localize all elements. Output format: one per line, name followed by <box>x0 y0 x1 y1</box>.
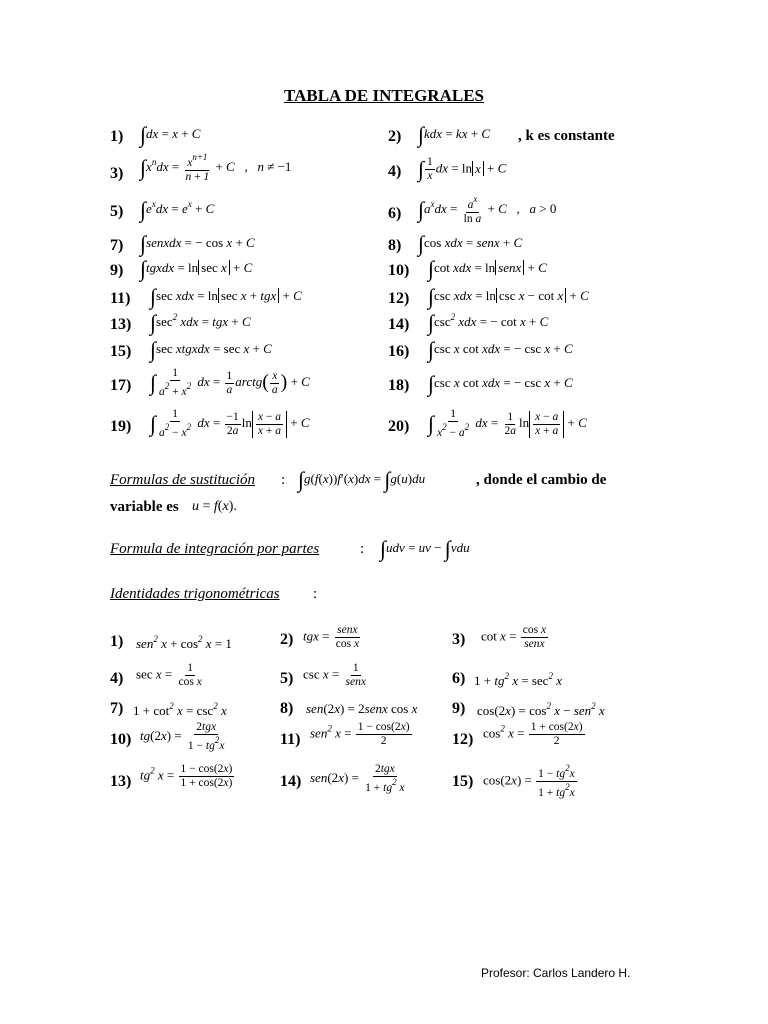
integral-16-formula: ∫csc x cot xdx = − csc x + C <box>428 337 573 362</box>
trig-11-number: 11) <box>280 731 301 748</box>
substitution-variable: u = f(x). <box>192 499 237 514</box>
substitution-colon: : <box>281 472 286 488</box>
trig-4-formula: sec x = $\frac{1}{\text{cos x}}$ <box>136 662 202 689</box>
trig-2-formula: tgx = $\frac{\text{senx}}{\text{cos x}}$ <box>303 624 360 651</box>
trig-13-formula: $tg^2$ x = $\frac{1 - \cos(2x)}{1 + \cos(2x)}$ <box>140 763 233 790</box>
parts-formula: ∫udv = uv − ∫vdu <box>380 536 470 561</box>
integral-16-number: 16) <box>388 343 410 360</box>
integral-2-formula: ∫kdx = kx + C <box>418 122 490 147</box>
integral-2-note: , k es constante <box>518 128 615 144</box>
substitution-text-2: variable es <box>110 499 179 515</box>
substitution-formula: ∫g(f(x))f′(x)dx = ∫g(u)du <box>298 467 426 492</box>
integral-17-number: 17) <box>110 377 132 394</box>
integral-4-formula: ∫ $\frac{1}{x}$ dx = ln x + C <box>418 156 507 183</box>
page-title: TABLA DE INTEGRALES <box>284 86 484 105</box>
trig-6-formula: $1 + tg^2$ $x = \sec^2 x$ <box>474 671 562 688</box>
trig-10-formula: tg(2x) = $\frac{\text{2tgx}}{1 - tg^2x}$ <box>140 721 225 753</box>
integral-18-number: 18) <box>388 377 410 394</box>
integral-5-number: 5) <box>110 203 124 220</box>
trig-15-number: 15) <box>452 773 474 790</box>
trig-colon: : <box>313 586 318 602</box>
integral-9-formula: ∫tgxdx = ln sec x + C <box>140 256 253 281</box>
integral-6-formula: $\int a^xdx$ = $\frac{a^x}{\text{ln a}}$ + C , a > 0 <box>418 194 557 226</box>
parts-colon: : <box>360 541 365 557</box>
integral-12-formula: ∫csc xdx = ln csc x − cot x + C <box>428 284 589 309</box>
trig-8-formula: sen(2x) = 2senx cos x <box>306 701 418 716</box>
trig-7-number: 7) <box>110 700 124 717</box>
integral-15-formula: ∫sec xtgxdx = sec x + C <box>150 337 272 362</box>
trig-3-formula: cot x = $\frac{\text{cos x}}{\text{senx}}$ <box>481 624 547 651</box>
trig-3-number: 3) <box>452 631 466 648</box>
parts-heading: Formula de integración por partes <box>110 541 320 557</box>
trig-heading: Identidades trigonométricas <box>110 586 280 602</box>
trig-2-number: 2) <box>280 631 294 648</box>
trig-4-number: 4) <box>110 670 124 687</box>
integral-20-number: 20) <box>388 418 410 435</box>
footer-author: Profesor: Carlos Landero H. <box>481 966 631 980</box>
integral-19-number: 19) <box>110 418 132 435</box>
integral-9-number: 9) <box>110 262 124 279</box>
integral-10-number: 10) <box>388 262 410 279</box>
integral-18-formula: ∫csc x cot xdx = − csc x + C <box>428 371 573 396</box>
integral-11-formula: ∫sec xdx = ln sec x + tgx + C <box>150 284 302 309</box>
trig-5-number: 5) <box>280 670 294 687</box>
substitution-text-1: , donde el cambio de <box>476 472 607 488</box>
integral-14-formula: $\int\csc^2$ xdx = − cot x + C <box>428 310 549 335</box>
integral-19-formula: ∫ $\frac{1}{a^2 - x^2}$ dx = $\frac{-1}{2a}$ ln $\frac{x - a}{x + a}$ + C <box>150 408 310 440</box>
trig-10-number: 10) <box>110 731 132 748</box>
trig-12-number: 12) <box>452 731 474 748</box>
integral-17-formula: ∫ $\frac{1}{a^2 + x^2}$ dx = $\frac{1}{a}$ arctg( $\frac{x}{a}$ ) + C <box>150 367 310 399</box>
integral-11-number: 11) <box>110 290 131 307</box>
integral-4-number: 4) <box>388 163 402 180</box>
trig-9-formula: $\cos(2x) = \cos^2 x - sen^2$ x <box>477 701 605 718</box>
trig-7-formula: $1 + \cot^2 x = \csc^2 x$ <box>133 701 227 718</box>
integral-7-number: 7) <box>110 237 124 254</box>
trig-9-number: 9) <box>452 700 466 717</box>
integral-6-number: 6) <box>388 205 402 222</box>
integral-1-formula: ∫dx = x + C <box>140 122 201 147</box>
trig-13-number: 13) <box>110 773 132 790</box>
trig-14-number: 14) <box>280 773 302 790</box>
integral-14-number: 14) <box>388 316 410 333</box>
integral-3-formula: $\int x^ndx$ = $\frac{x^{n+1}}{n + 1}$ + C , n ≠ −1 <box>140 152 292 184</box>
integral-7-formula: ∫senxdx = − cos x + C <box>140 231 255 256</box>
trig-15-formula: cos(2x) = $\frac{1 - tg^2x}{1 + tg^2x}$ <box>483 763 575 800</box>
trig-11-formula: sen$^2$ x = $\frac{1 - \cos(2x)}{2}$ <box>310 721 410 748</box>
trig-6-number: 6) <box>452 670 466 687</box>
trig-12-formula: $\cos^2 x$ = $\frac{1 + \cos(2x)}{2}$ <box>483 721 583 748</box>
integral-15-number: 15) <box>110 343 132 360</box>
integral-5-formula: $\int e^xdx = e^x + C$ <box>140 197 215 222</box>
integral-13-number: 13) <box>110 316 132 333</box>
integral-20-formula: ∫ $\frac{1}{x^2 - a^2}$ dx = $\frac{1}{2a}$ ln $\frac{x - a}{x + a}$ + C <box>428 408 587 440</box>
trig-5-formula: csc x = $\frac{1}{\text{senx}}$ <box>303 662 366 689</box>
integral-12-number: 12) <box>388 290 410 307</box>
integral-1-number: 1) <box>110 128 124 145</box>
integral-8-number: 8) <box>388 237 402 254</box>
substitution-heading: Formulas de sustitución <box>110 472 255 488</box>
integral-8-formula: ∫cos xdx = senx + C <box>418 231 523 256</box>
integral-3-number: 3) <box>110 165 124 182</box>
trig-1-number: 1) <box>110 633 124 650</box>
trig-14-formula: sen(2x) = $\frac{\text{2tgx}}{1 + tg^2 x}$ <box>310 763 405 795</box>
trig-8-number: 8) <box>280 700 294 717</box>
integral-13-formula: $\int\sec^2$ xdx = tgx + C <box>150 310 251 335</box>
trig-1-formula: sen$^2$ $x + \cos^2 x = 1$ <box>136 634 232 651</box>
integral-10-formula: ∫cot xdx = ln senx + C <box>428 256 547 281</box>
integral-2-number: 2) <box>388 128 402 145</box>
